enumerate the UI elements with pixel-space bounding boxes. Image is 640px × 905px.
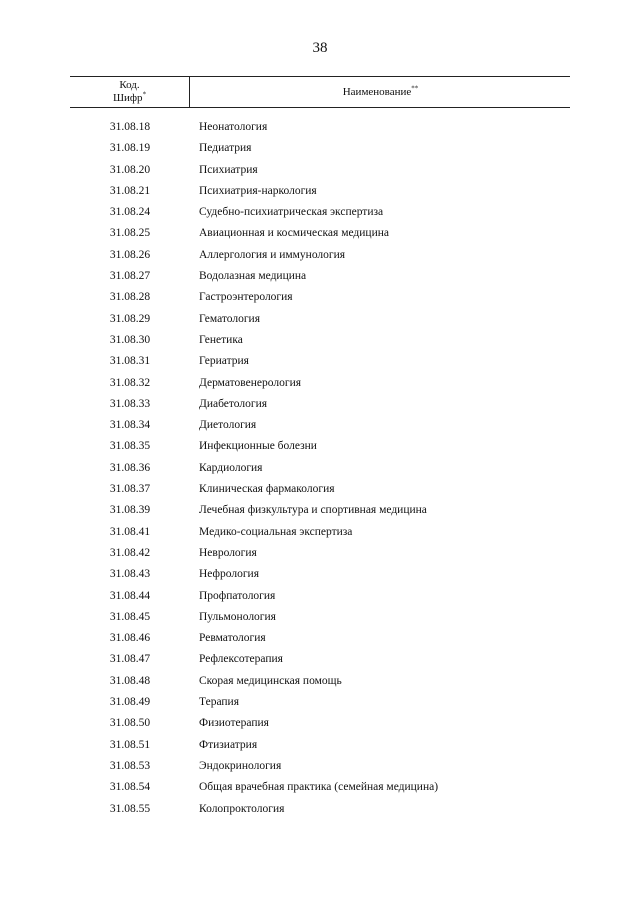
row-code: 31.08.36 (109, 461, 151, 474)
table-row (70, 440, 570, 461)
row-code: 31.08.32 (109, 376, 151, 389)
row-code: 31.08.35 (109, 440, 151, 453)
row-code: 31.08.42 (109, 546, 151, 559)
header-code-label: Код. (119, 79, 140, 91)
table-row (70, 313, 570, 334)
table-row (70, 632, 570, 653)
row-name: Клиническая фармакология (199, 483, 335, 496)
row-name: Диетология (199, 419, 257, 432)
table-row (70, 675, 570, 696)
table-row (70, 590, 570, 611)
row-code: 31.08.44 (109, 589, 151, 602)
header-name-footnote-mark: ** (411, 84, 419, 93)
row-name: Диабетология (199, 397, 268, 410)
row-name: Ревматология (199, 632, 266, 645)
table-header (70, 76, 570, 108)
row-code: 31.08.31 (109, 355, 151, 368)
table-row (70, 185, 570, 206)
row-name: Неврология (199, 546, 257, 559)
row-name: Психиатрия-наркология (199, 184, 317, 197)
row-code: 31.08.50 (109, 717, 151, 730)
table-row (70, 483, 570, 504)
table-row (70, 249, 570, 270)
row-code: 31.08.21 (109, 184, 151, 197)
table-row (70, 164, 570, 185)
header-cipher-footnote-mark: * (142, 90, 147, 99)
header-name-cell (191, 77, 570, 107)
table-row (70, 547, 570, 568)
table-row (70, 611, 570, 632)
table-row (70, 121, 570, 142)
row-code: 31.08.20 (109, 163, 151, 176)
row-name: Дерматовенерология (199, 376, 302, 389)
row-code: 31.08.54 (109, 781, 151, 794)
row-code: 31.08.30 (109, 333, 151, 346)
table-row (70, 291, 570, 312)
row-name: Терапия (199, 696, 239, 709)
row-name: Рефлексотерапия (199, 653, 283, 666)
row-code: 31.08.43 (109, 568, 151, 581)
row-code: 31.08.48 (109, 674, 151, 687)
row-name: Аллергология и иммунология (199, 248, 346, 261)
row-code: 31.08.28 (109, 291, 151, 304)
table-row (70, 206, 570, 227)
row-name: Гематология (199, 312, 261, 325)
header-cipher-label (70, 92, 189, 105)
table-row (70, 334, 570, 355)
row-name: Генетика (199, 333, 243, 346)
table-row (70, 739, 570, 760)
table-row (70, 717, 570, 738)
row-code: 31.08.18 (109, 121, 151, 133)
row-name: Гастроэнтерология (199, 291, 293, 304)
row-name: Профпатология (199, 589, 276, 602)
row-code: 31.08.45 (109, 610, 151, 623)
row-name: Лечебная физкультура и спортивная медицина (199, 504, 427, 517)
row-code: 31.08.33 (109, 397, 151, 410)
row-code: 31.08.34 (109, 419, 151, 432)
row-code: 31.08.29 (109, 312, 151, 325)
table-row (70, 227, 570, 248)
row-name: Психиатрия (199, 163, 258, 176)
row-name: Педиатрия (199, 142, 252, 155)
row-name: Судебно-психиатрическая экспертиза (199, 206, 384, 219)
row-code: 31.08.37 (109, 483, 151, 496)
header-cipher-text: Шифр (112, 92, 143, 104)
row-name: Физиотерапия (199, 717, 269, 730)
row-name: Водолазная медицина (199, 270, 307, 283)
table-row (70, 781, 570, 802)
row-code: 31.08.26 (109, 248, 151, 261)
row-name: Нефрология (199, 568, 259, 581)
row-name: Гериатрия (199, 355, 249, 368)
row-code: 31.08.41 (109, 525, 151, 538)
table-row (70, 462, 570, 483)
row-code: 31.08.27 (109, 270, 151, 283)
row-name: Эндокринология (199, 759, 282, 772)
row-name: Авиационная и космическая медицина (199, 227, 389, 240)
table-row (70, 653, 570, 674)
table-row (70, 696, 570, 717)
row-name: Медико-социальная экспертиза (199, 525, 353, 538)
table-row (70, 355, 570, 376)
row-name: Скорая медицинская помощь (199, 674, 342, 687)
table-row (70, 419, 570, 440)
row-code: 31.08.25 (109, 227, 151, 240)
table-row (70, 803, 570, 824)
table-row (70, 377, 570, 398)
row-code: 31.08.46 (109, 632, 151, 645)
row-code: 31.08.49 (109, 696, 151, 709)
row-name: Пульмонология (199, 610, 276, 623)
row-name: Кардиология (199, 461, 263, 474)
row-name: Колопроктология (199, 802, 285, 815)
row-code: 31.08.51 (109, 738, 151, 751)
table-body (70, 121, 570, 824)
row-code: 31.08.55 (109, 802, 151, 815)
row-name: Фтизиатрия (199, 738, 258, 751)
table-row (70, 760, 570, 781)
table-row (70, 526, 570, 547)
table-row (70, 568, 570, 589)
row-code: 31.08.39 (109, 504, 151, 517)
row-name: Неонатология (199, 121, 268, 133)
header-name-label: Наименование (342, 86, 412, 98)
row-name: Общая врачебная практика (семейная медицина) (199, 781, 439, 794)
row-code: 31.08.47 (109, 653, 151, 666)
table-row (70, 270, 570, 291)
row-code: 31.08.24 (109, 206, 151, 219)
row-code: 31.08.19 (109, 142, 151, 155)
page-number: 38 (312, 40, 328, 56)
table-row (70, 398, 570, 419)
row-name: Инфекционные болезни (199, 440, 317, 453)
row-code: 31.08.53 (109, 759, 151, 772)
header-code-cell (70, 77, 190, 107)
table-row (70, 142, 570, 163)
table-row (70, 504, 570, 525)
